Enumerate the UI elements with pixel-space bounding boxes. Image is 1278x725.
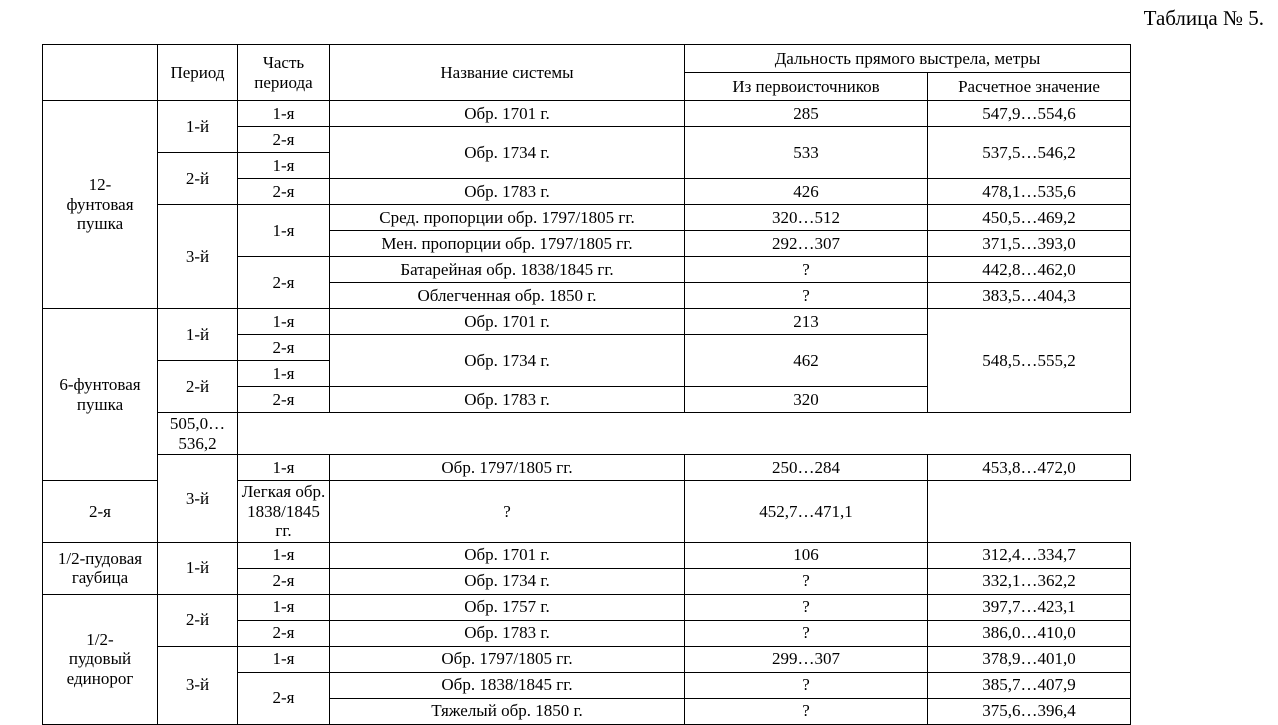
period-cell: 2-й [158, 153, 238, 205]
table-row [43, 309, 1131, 335]
system-cell: Обр. 1783 г. [330, 387, 685, 413]
weapon-label-line2: гаубица [71, 568, 129, 588]
calc-cell: 371,5…393,0 [928, 231, 1131, 257]
part-cell: 1-я [238, 205, 330, 257]
src-cell: ? [685, 672, 928, 698]
header-weapon [43, 45, 158, 101]
src-cell: ? [685, 257, 928, 283]
part-cell: 1-я [238, 361, 330, 387]
part-cell: 2-я [238, 568, 330, 594]
src-cell: 533 [685, 127, 928, 179]
src-cell: ? [330, 481, 685, 543]
period-cell: 2-й [158, 361, 238, 413]
header-range-group: Дальность прямого выстрела, метры [685, 45, 1131, 73]
table-row [43, 101, 1131, 127]
part-cell: 1-я [238, 646, 330, 672]
system-cell: Обр. 1701 г. [330, 542, 685, 568]
header-range-sources: Из первоисточников [685, 73, 928, 101]
weapon-label-line1: 1/2- [86, 629, 114, 649]
src-cell: ? [685, 283, 928, 309]
part-cell: 1-я [238, 309, 330, 335]
system-cell: Обр. 1734 г. [330, 335, 685, 387]
period-cell: 1-й [158, 101, 238, 153]
period-cell: 3-й [158, 646, 238, 724]
part-cell: 2-я [43, 481, 158, 543]
part-cell: 2-я [238, 672, 330, 724]
header-period: Период [158, 45, 238, 101]
calc-cell: 332,1…362,2 [928, 568, 1131, 594]
calc-cell: 548,5…555,2 [928, 309, 1131, 413]
table-row [43, 413, 1131, 455]
system-cell: Обр. 1701 г. [330, 309, 685, 335]
system-cell: Обр. 1838/1845 гг. [330, 672, 685, 698]
calc-cell: 453,8…472,0 [928, 455, 1131, 481]
system-cell: Легкая обр. 1838/1845 гг. [238, 481, 330, 543]
src-cell: 106 [685, 542, 928, 568]
calc-cell: 478,1…535,6 [928, 179, 1131, 205]
weapon-label-line1: 1/2-пудовая [57, 548, 143, 568]
weapon-label-line2: пудовый [68, 649, 132, 669]
period-cell: 3-й [158, 205, 238, 309]
calc-cell: 386,0…410,0 [928, 620, 1131, 646]
system-cell: Обр. 1734 г. [330, 127, 685, 179]
header-system: Название системы [330, 45, 685, 101]
system-cell: Обр. 1797/1805 гг. [330, 455, 685, 481]
weapon-cell-12lb [43, 101, 158, 309]
src-cell: 299…307 [685, 646, 928, 672]
src-cell: 250…284 [685, 455, 928, 481]
period-cell: 2-й [158, 594, 238, 646]
weapon-label-line1: 6-фунтовая [59, 375, 141, 394]
part-cell: 2-я [238, 387, 330, 413]
system-cell: Обр. 1783 г. [330, 620, 685, 646]
table-row [43, 205, 1131, 231]
system-cell: Тяжелый обр. 1850 г. [330, 698, 685, 724]
system-cell: Обр. 1734 г. [330, 568, 685, 594]
calc-cell: 378,9…401,0 [928, 646, 1131, 672]
calc-cell-merged: 505,0…536,2 [158, 413, 238, 455]
system-cell: Обр. 1797/1805 гг. [330, 646, 685, 672]
src-cell: ? [685, 620, 928, 646]
part-cell: 2-я [238, 620, 330, 646]
src-cell: 213 [685, 309, 928, 335]
weapon-label-line3: единорог [66, 669, 134, 688]
src-cell: 320…512 [685, 205, 928, 231]
system-cell: Мен. пропорции обр. 1797/1805 гг. [330, 231, 685, 257]
src-cell: 292…307 [685, 231, 928, 257]
header-range-calc: Расчетное значение [928, 73, 1131, 101]
system-cell: Обр. 1757 г. [330, 594, 685, 620]
calc-cell: 547,9…554,6 [928, 101, 1131, 127]
weapon-cell-half-pud-howitzer [43, 542, 158, 594]
table-body [43, 101, 1131, 725]
system-cell: Обр. 1701 г. [330, 101, 685, 127]
src-cell: 462 [685, 335, 928, 387]
src-cell: ? [685, 568, 928, 594]
part-cell: 2-я [238, 257, 330, 309]
weapon-cell-half-pud-unicorn [43, 594, 158, 724]
calc-cell: 397,7…423,1 [928, 594, 1131, 620]
calc-cell: 312,4…334,7 [928, 542, 1131, 568]
system-cell: Облегченная обр. 1850 г. [330, 283, 685, 309]
src-cell: 426 [685, 179, 928, 205]
part-cell: 1-я [238, 542, 330, 568]
header-row-1 [43, 45, 1131, 73]
part-cell: 1-я [238, 594, 330, 620]
table-caption: Таблица № 5. [1143, 6, 1264, 30]
table-container [42, 44, 1131, 725]
system-cell: Обр. 1783 г. [330, 179, 685, 205]
src-cell: ? [685, 594, 928, 620]
weapon-label-line2: пушка [76, 394, 124, 414]
calc-cell: 375,6…396,4 [928, 698, 1131, 724]
calc-cell: 450,5…469,2 [928, 205, 1131, 231]
calc-cell: 383,5…404,3 [928, 283, 1131, 309]
header-part: Часть периода [238, 45, 330, 101]
part-cell: 1-я [238, 455, 330, 481]
calc-cell: 442,8…462,0 [928, 257, 1131, 283]
ballistics-table [42, 44, 1131, 725]
table-row [43, 455, 1131, 481]
calc-cell: 452,7…471,1 [685, 481, 928, 543]
weapon-label-line2: фунтовая [66, 194, 134, 214]
part-cell: 2-я [238, 127, 330, 153]
calc-cell: 537,5…546,2 [928, 127, 1131, 179]
src-cell: 285 [685, 101, 928, 127]
table-row [43, 542, 1131, 568]
part-cell: 1-я [238, 153, 330, 179]
part-cell: 2-я [238, 179, 330, 205]
table-row [43, 646, 1131, 672]
period-cell: 1-й [158, 542, 238, 594]
src-cell: ? [685, 698, 928, 724]
table-row [43, 594, 1131, 620]
calc-cell: 385,7…407,9 [928, 672, 1131, 698]
weapon-label-line1: 12- [88, 175, 112, 195]
table-header [43, 45, 1131, 101]
part-cell: 1-я [238, 101, 330, 127]
period-cell: 3-й [158, 455, 238, 543]
src-cell: 320 [685, 387, 928, 413]
period-cell: 1-й [158, 309, 238, 361]
system-cell: Сред. пропорции обр. 1797/1805 гг. [330, 205, 685, 231]
part-cell: 2-я [238, 335, 330, 361]
system-cell: Батарейная обр. 1838/1845 гг. [330, 257, 685, 283]
weapon-label-line3: пушка [76, 214, 124, 234]
weapon-cell-6lb [43, 309, 158, 481]
